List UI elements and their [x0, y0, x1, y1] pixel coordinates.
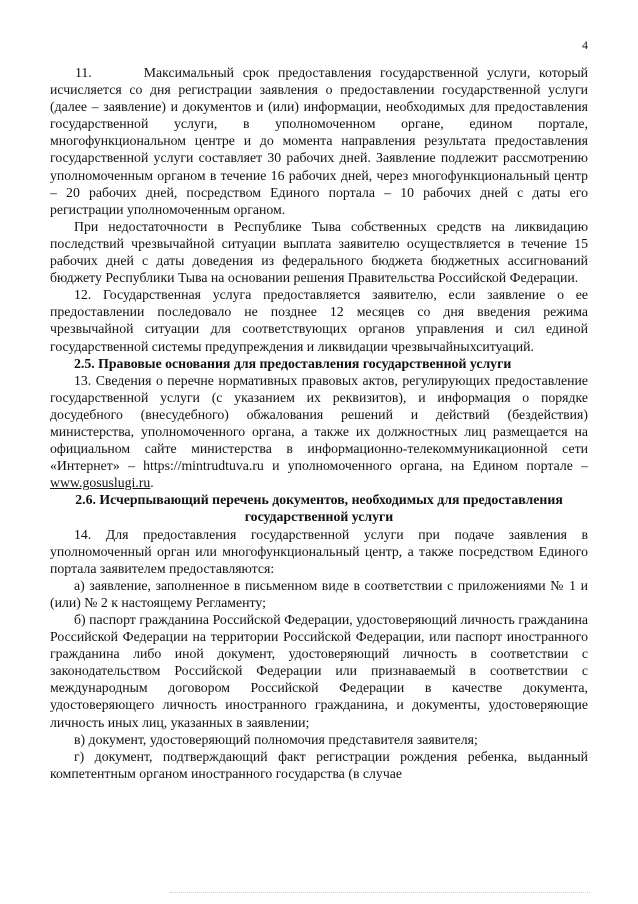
list-item-b: б) паспорт гражданина Российской Федерации, удостоверяющий личность гражданина Российской Федерации на территории Российской Федерации, или паспорт иностранного гражданина либо иной документ, удостоверяющий личность в соответствии с законодательством Российской Федерации или признаваемый в соответствии с международным договором Российской Федерации в качестве документа, удостоверяющего личность иностранного гражданина, и документы, удостоверяющие личность иных лиц, указанных в заявлении; — [50, 612, 588, 730]
section-heading-2-5: 2.5. Правовые основания для предоставления государственной услуги — [74, 355, 512, 371]
paragraph-13-end: . — [150, 475, 154, 491]
gosuslugi-link[interactable]: www.gosuslugi.ru — [50, 475, 151, 491]
paragraph-13-text: 13. Сведения о перечне нормативных правовых актов, регулирующих предоставление государственной услуги (с указанием их реквизитов), и информация о порядке досудебного (внесудебного) обжалования решений и действий (бездействия) министерства, уполномоченного органа, а также их должностных лиц размещается на официальном сайте министерства в информационно-телекоммуникационной сети «Интернет» – https://mintrudtuva.ru и уполномоченного органа, на Едином портале – — [50, 372, 588, 474]
page-number: 4 — [582, 38, 588, 52]
section-heading-2-6: 2.6. Исчерпывающий перечень документов, необходимых для предоставления государственной услуги — [75, 492, 563, 525]
paragraph-14: 14. Для предоставления государственной услуги при подаче заявления в уполномоченный орган или многофункциональный центр, а также посредством Единого портала заявителем предоставляются: — [50, 526, 588, 576]
list-item-g: г) документ, подтверждающий факт регистрации рождения ребенка, выданный компетентным органом иностранного государства (в случае — [50, 748, 588, 781]
paragraph-12: 12. Государственная услуга предоставляется заявителю, если заявление о ее предоставлении последовало не позднее 12 месяцев со дня введения режима чрезвычайной ситуации для соответствующих органов управления и сил единой государственной системы предупреждения и ликвидации чрезвычайныхситуаций. — [50, 287, 588, 354]
page-bottom-edge — [170, 888, 590, 893]
list-item-a: а) заявление, заполненное в письменном виде в соответствии с приложениями № 1 и (или) № 2 к настоящему Регламенту; — [50, 577, 588, 610]
paragraph-emergency-payment: При недостаточности в Республике Тыва собственных средств на ликвидацию последствий чрезвычайной ситуации выплата заявителю осуществляется в течение 15 рабочих дней с даты доведения из федерального бюджета бюджетных ассигнований бюджету Республики Тыва на основании решения Правительства Российской Федерации. — [50, 218, 588, 286]
paragraph-13 — [50, 372, 588, 492]
document-body — [50, 64, 588, 782]
paragraph-11: 11. Максимальный срок предоставления государственной услуги, который исчисляется со дня регистрации заявления о предоставлении государственной услуги (далее – заявление) и документов и (или) информации, необходимых для предоставления государственной услуги, в уполномоченном органе, едином портале, многофункциональном центре и до момента направления результата предоставления государственной услуги составляет 30 рабочих дней. Заявление подлежит рассмотрению уполномоченным органом в течение 16 рабочих дней, через многофункциональный центр – 20 рабочих дней, посредством Единого портала – 10 рабочих дней с даты его регистрации уполномоченным органом. — [50, 65, 588, 217]
list-item-v: в) документ, удостоверяющий полномочия представителя заявителя; — [74, 731, 478, 747]
